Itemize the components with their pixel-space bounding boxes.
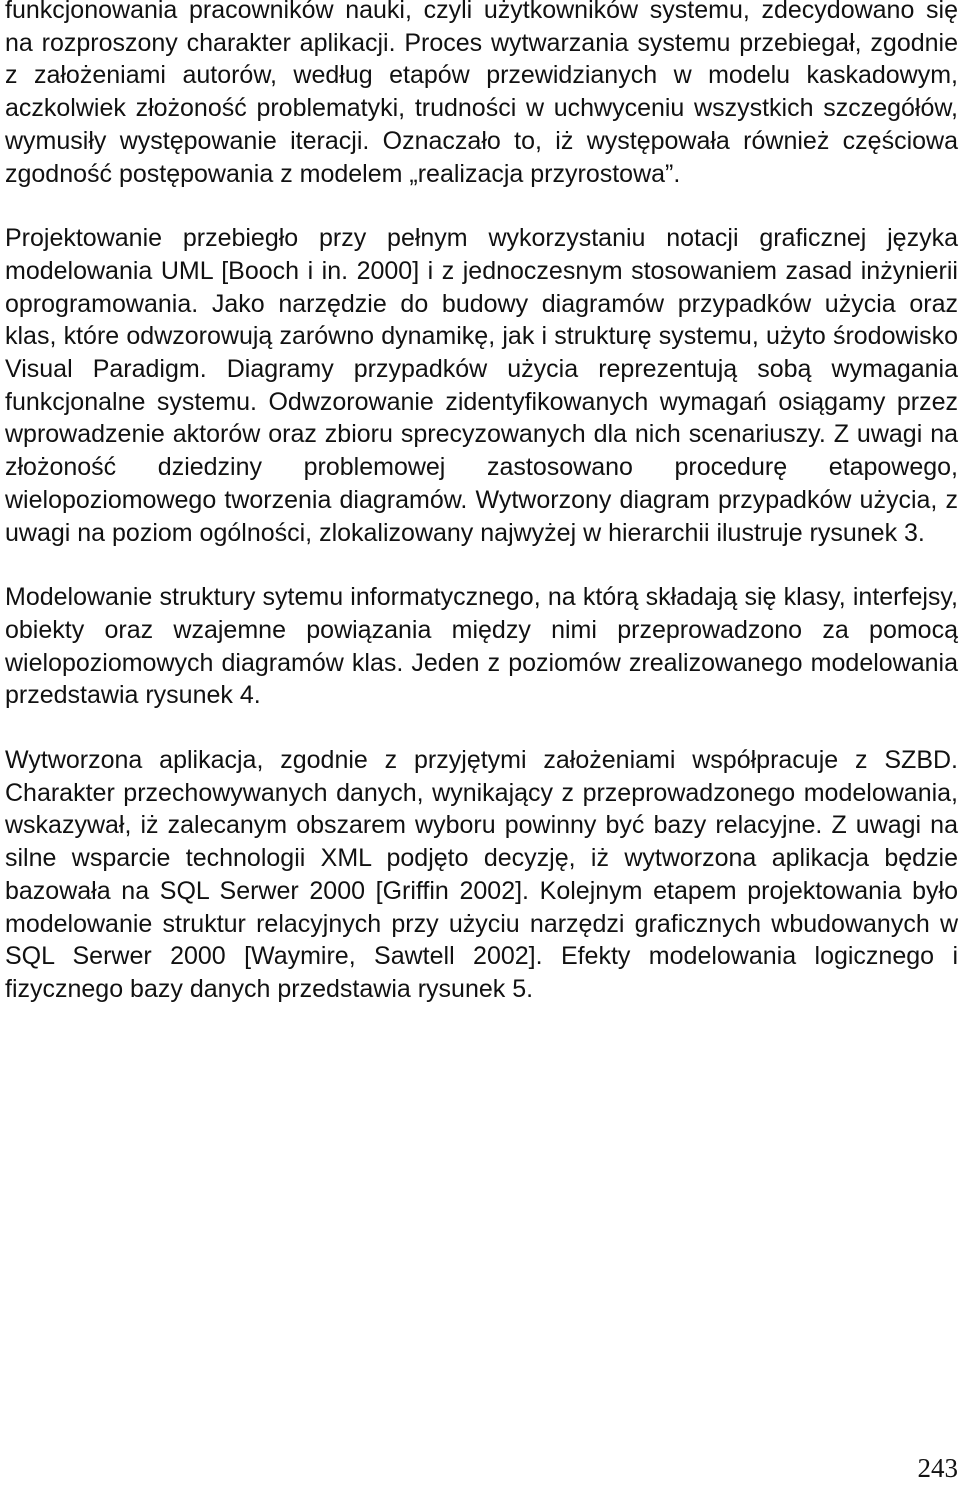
paragraph-1: funkcjonowania pracowników nauki, czyli użytkowników systemu, zdecydowano się na rozproszony charakter aplikacji. Proces wytwarzania systemu przebiegał, zgodnie z założeniami autorów, według etapów przewidzianych w modelu kaskadowym, aczkolwiek złożoność problematyki, trudności w uchwyceniu wszystkich szczegółów, wymusiły występowanie iteracji. Oznaczało to, iż występowała również częściowa zgodność postępowania z modelem „realizacja przyrostowa”. xyxy=(5,0,958,188)
page-number: 243 xyxy=(917,1453,958,1483)
document-page xyxy=(5,0,958,1006)
paragraph-2: Projektowanie przebiegło przy pełnym wykorzystaniu notacji graficznej języka modelowania UML [Booch i in. 2000] i z jednoczesnym stosowaniem zasad inżynierii oprogramowania. Jako narzędzie do budowy diagramów przypadków użycia oraz klas, które odwzorowują zarówno dynamikę, jak i strukturę systemu, użyto środowisko Visual Paradigm. Diagramy przypadków użycia reprezentują sobą wymagania funkcjonalne systemu. Odwzorowanie zidentyfikowanych wymagań osiągamy przez wprowadzenie aktorów oraz zbioru sprecyzowanych dla nich scenariuszy. Z uwagi na złożoność dziedziny problemowej zastosowano procedurę etapowego, wielopoziomowego tworzenia diagramów. Wytworzony diagram przypadków użycia, z uwagi na poziom ogólności, zlokalizowany najwyżej w hierarchii ilustruje rysunek 3. xyxy=(5,224,958,547)
paragraph-4: Wytworzona aplikacja, zgodnie z przyjętymi założeniami współpracuje z SZBD. Charakter przechowywanych danych, wynikający z przeprowadzonego modelowania, wskazywał, iż zalecanym obszarem wyboru powinny być bazy relacyjne. Z uwagi na silne wsparcie technologii XML podjęto decyzję, iż wytworzona aplikacja będzie bazowała na SQL Serwer 2000 [Griffin 2002]. Kolejnym etapem projektowania było modelowanie struktur relacyjnych przy użyciu narzędzi graficznych wbudowanych w SQL Serwer 2000 [Waymire, Sawtell 2002]. Efekty modelowania logicznego i fizycznego bazy danych przedstawia rysunek 5. xyxy=(5,746,958,1003)
paragraph-3: Modelowanie struktury sytemu informatycznego, na którą składają się klasy, interfejsy, obiekty oraz wzajemne powiązania między nimi przeprowadzono za pomocą wielopoziomowych diagramów klas. Jeden z poziomów zrealizowanego modelowania przedstawia rysunek 4. xyxy=(5,583,958,710)
